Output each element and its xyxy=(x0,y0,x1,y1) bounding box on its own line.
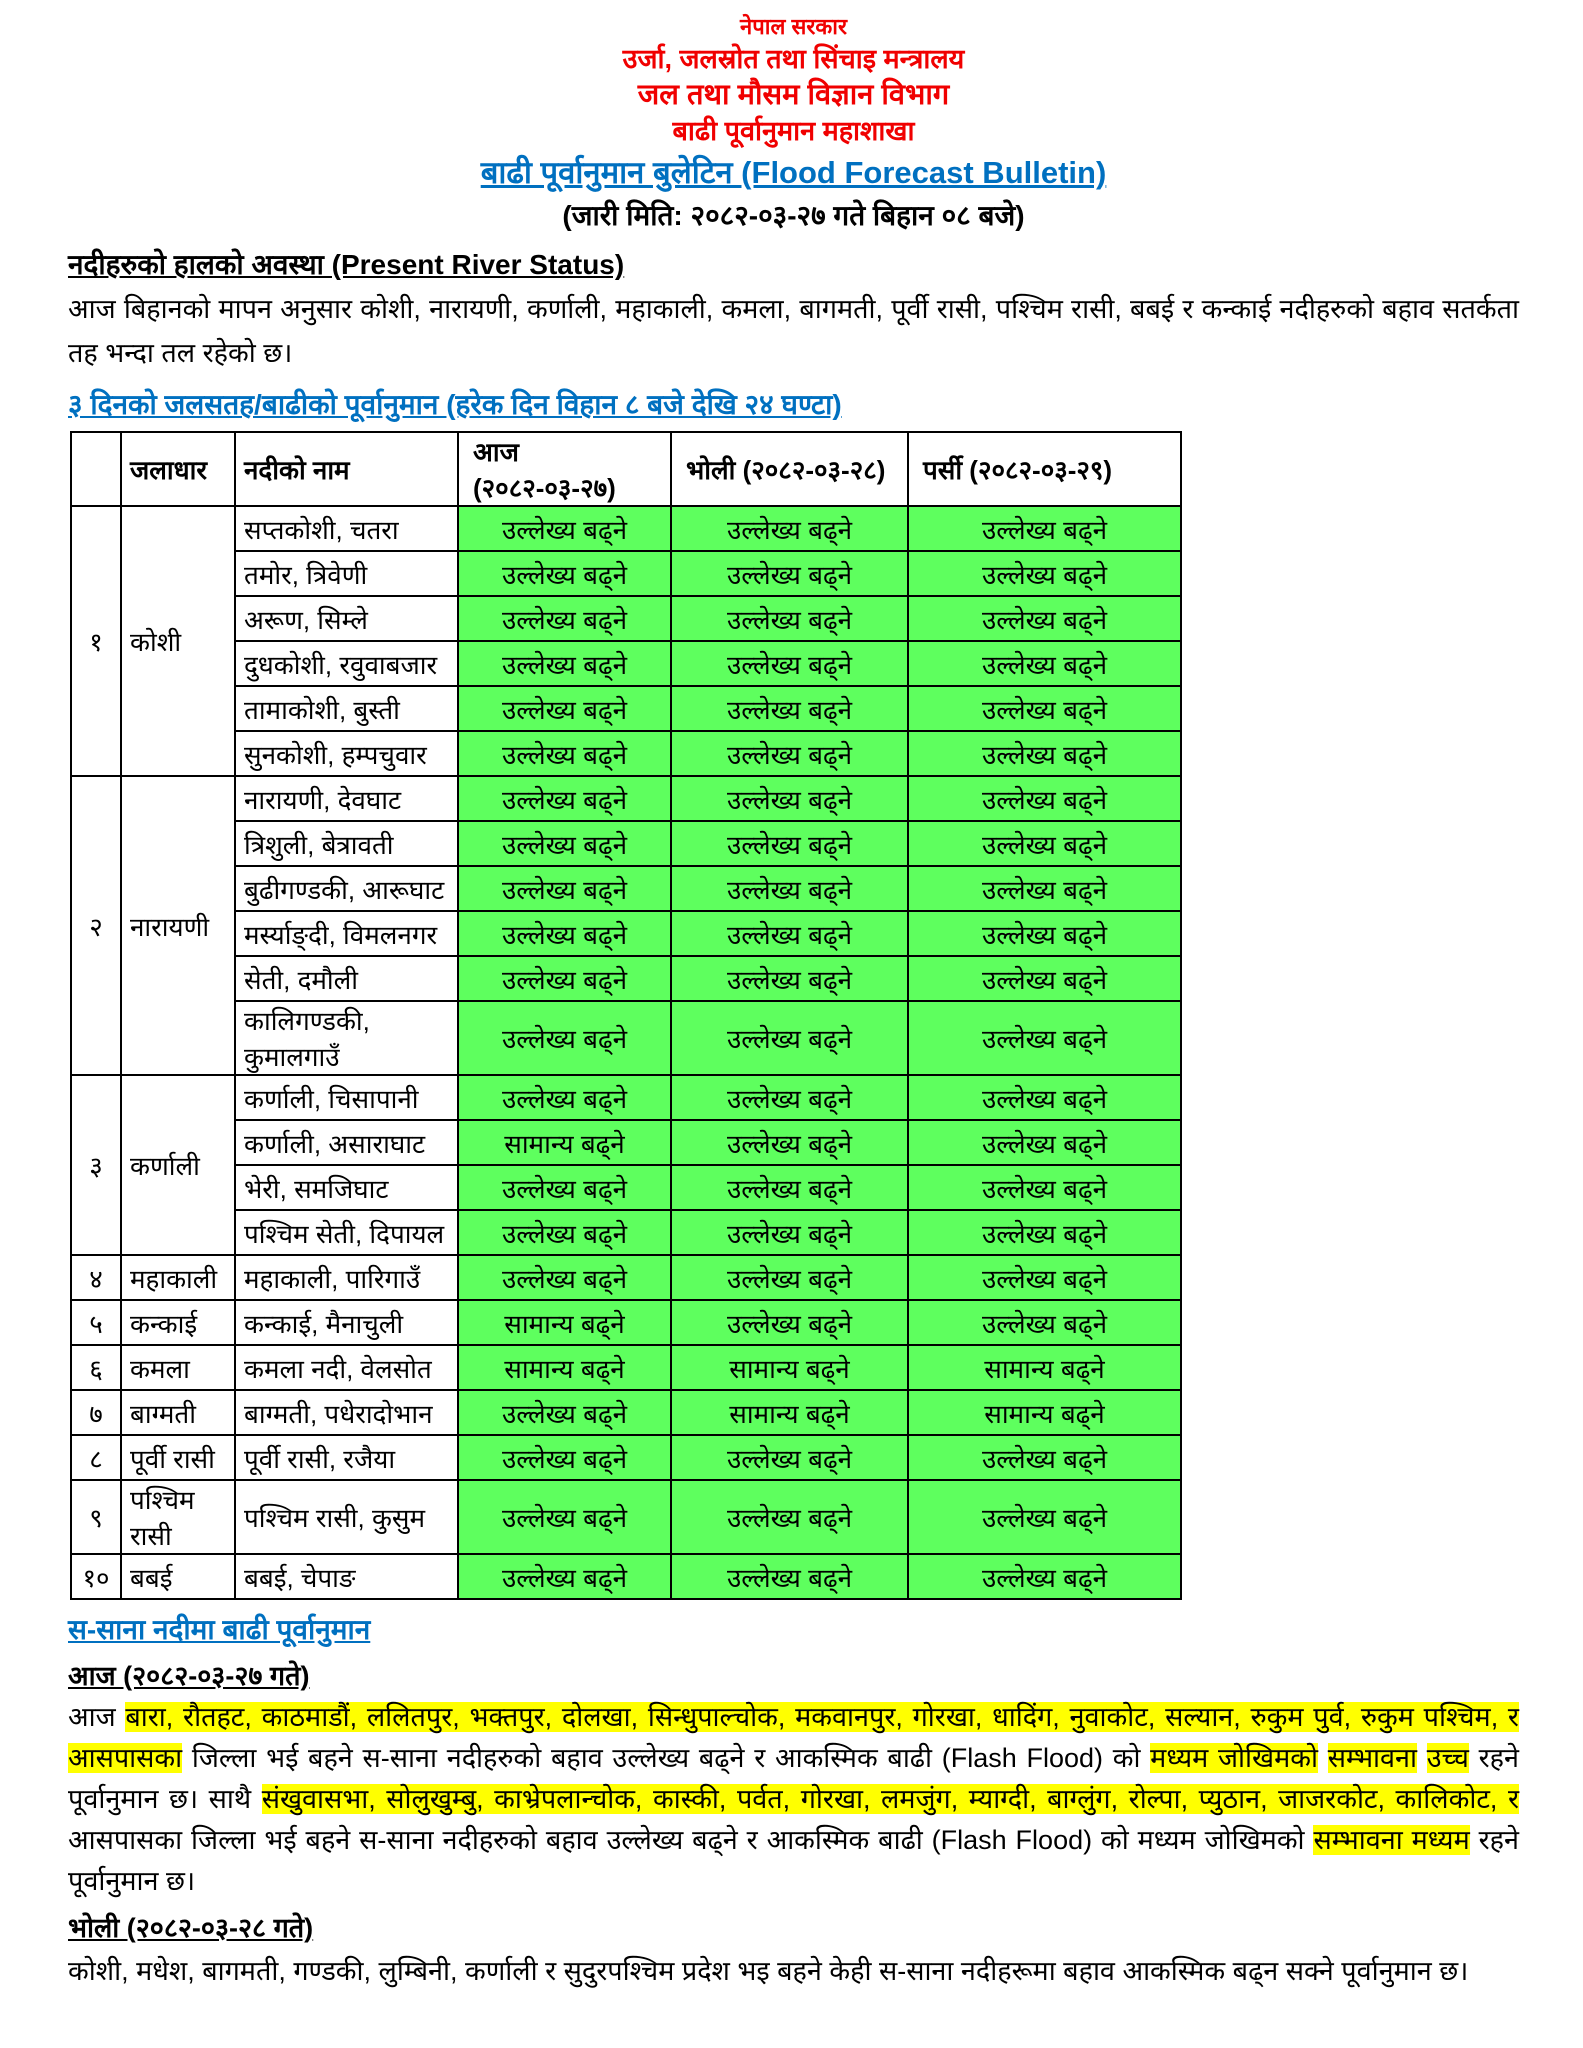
plain-text: आसपासका जिल्ला भई बहने स-साना नदीहरुको बहाव उल्लेख्य बढ्ने र आकस्मिक बाढी (Flash Flood) को मध्यम जोखिमको xyxy=(68,1825,1314,1855)
river-station-name: पश्चिम सेती, दिपायल xyxy=(235,1210,458,1255)
forecast-cell-tomorrow: उल्लेख्य बढ्ने xyxy=(671,821,908,866)
forecast-table-row xyxy=(71,1075,1181,1120)
gov-line-division: बाढी पूर्वानुमान महाशाखा xyxy=(672,116,915,146)
forecast-cell-tomorrow: उल्लेख्य बढ्ने xyxy=(671,1210,908,1255)
plain-text: रहने पूर्वानुमान छ। साथै xyxy=(68,1743,1519,1814)
forecast-cell-day_after: उल्लेख्य बढ्ने xyxy=(908,1435,1181,1480)
forecast-column-header: पर्सी (२०८२-०३-२९) xyxy=(908,432,1181,506)
forecast-table-row xyxy=(71,506,1181,551)
forecast-cell-tomorrow: उल्लेख्य बढ्ने xyxy=(671,1165,908,1210)
basin-name: महाकाली xyxy=(121,1255,235,1300)
forecast-cell-today: उल्लेख्य बढ्ने xyxy=(458,686,671,731)
basin-serial-number: ६ xyxy=(71,1345,121,1390)
forecast-cell-day_after: उल्लेख्य बढ्ने xyxy=(908,821,1181,866)
forecast-cell-today: उल्लेख्य बढ्ने xyxy=(458,1480,671,1554)
forecast-table-row xyxy=(71,1300,1181,1345)
basin-serial-number: १० xyxy=(71,1554,121,1599)
forecast-table-row xyxy=(71,1120,1181,1165)
forecast-cell-tomorrow: उल्लेख्य बढ्ने xyxy=(671,1554,908,1599)
plain-text: जिल्ला भई बहने स-साना नदीहरुको बहाव उल्लेख्य बढ्ने र आकस्मिक बाढी (Flash Flood) को xyxy=(182,1743,1151,1773)
forecast-table-row xyxy=(71,551,1181,596)
forecast-column-header: जलाधार xyxy=(121,432,235,506)
forecast-cell-tomorrow: उल्लेख्य बढ्ने xyxy=(671,731,908,776)
forecast-cell-today: उल्लेख्य बढ्ने xyxy=(458,1210,671,1255)
forecast-cell-day_after: उल्लेख्य बढ्ने xyxy=(908,1001,1181,1075)
gov-line-nepal-government: नेपाल सरकार xyxy=(740,14,847,39)
forecast-cell-tomorrow: उल्लेख्य बढ्ने xyxy=(671,956,908,1001)
forecast-table-row xyxy=(71,686,1181,731)
forecast-table-row xyxy=(71,911,1181,956)
river-station-name: पूर्वी रासी, रजैया xyxy=(235,1435,458,1480)
forecast-cell-today: उल्लेख्य बढ्ने xyxy=(458,1435,671,1480)
forecast-cell-tomorrow: उल्लेख्य बढ्ने xyxy=(671,596,908,641)
highlighted-text: मध्यम जोखिमको xyxy=(1150,1743,1318,1773)
government-header xyxy=(68,12,1519,237)
forecast-cell-day_after: उल्लेख्य बढ्ने xyxy=(908,506,1181,551)
river-station-name: महाकाली, पारिगाउँ xyxy=(235,1255,458,1300)
small-rivers-tomorrow-body: कोशी, मधेश, बागमती, गण्डकी, लुम्बिनी, कर्णाली र सुदुरपश्चिम प्रदेश भइ बहने केही स-साना नदीहरूमा बहाव आकस्मिक बढ्न सक्ने पूर्वानुमान छ। xyxy=(68,1956,1469,1986)
basin-serial-number: २ xyxy=(71,776,121,1075)
forecast-column-header: आज (२०८२-०३-२७) xyxy=(458,432,671,506)
river-station-name: मर्स्याङ्दी, विमलनगर xyxy=(235,911,458,956)
forecast-table-row xyxy=(71,596,1181,641)
forecast-cell-day_after: उल्लेख्य बढ्ने xyxy=(908,1480,1181,1554)
forecast-cell-day_after: उल्लेख्य बढ्ने xyxy=(908,1554,1181,1599)
river-station-name: अरूण, सिम्ले xyxy=(235,596,458,641)
forecast-table-heading: ३ दिनको जलसतह/बाढीको पूर्वानुमान (हरेक दिन विहान ८ बजे देखि २४ घण्टा) xyxy=(68,389,842,420)
page-title: बाढी पूर्वानुमान बुलेटिन (Flood Forecast Bulletin) xyxy=(480,155,1107,190)
basin-serial-number: ७ xyxy=(71,1390,121,1435)
river-station-name: पश्चिम रासी, कुसुम xyxy=(235,1480,458,1554)
river-station-name: त्रिशुली, बेत्रावती xyxy=(235,821,458,866)
forecast-cell-day_after: उल्लेख्य बढ्ने xyxy=(908,1120,1181,1165)
forecast-table-row xyxy=(71,1345,1181,1390)
basin-serial-number: ५ xyxy=(71,1300,121,1345)
forecast-table-header-row xyxy=(71,432,1181,506)
highlighted-text: सम्भावना xyxy=(1327,1743,1418,1773)
basin-name: कोशी xyxy=(121,506,235,776)
forecast-cell-tomorrow: उल्लेख्य बढ्ने xyxy=(671,776,908,821)
forecast-table-row xyxy=(71,1255,1181,1300)
forecast-cell-tomorrow: उल्लेख्य बढ्ने xyxy=(671,1300,908,1345)
forecast-cell-tomorrow: उल्लेख्य बढ्ने xyxy=(671,1255,908,1300)
forecast-table-row xyxy=(71,956,1181,1001)
forecast-cell-day_after: उल्लेख्य बढ्ने xyxy=(908,1300,1181,1345)
forecast-cell-day_after: उल्लेख्य बढ्ने xyxy=(908,776,1181,821)
forecast-cell-day_after: सामान्य बढ्ने xyxy=(908,1390,1181,1435)
highlighted-text: बारा, रौतहट, काठमाडौं, ललितपुर, भक्तपुर, दोलखा, सिन्धुपाल्चोक, मकवानपुर, गोरखा, धादिंग, नुवाकोट, सल्यान, रुकुम पुर्व, रुकुम पश्चिम, र आसपासका xyxy=(68,1702,1519,1773)
river-station-name: कमला नदी, वेलसोत xyxy=(235,1345,458,1390)
forecast-table-row xyxy=(71,1210,1181,1255)
river-station-name: तमोर, त्रिवेणी xyxy=(235,551,458,596)
forecast-column-header: भोली (२०८२-०३-२८) xyxy=(671,432,908,506)
forecast-cell-today: सामान्य बढ्ने xyxy=(458,1300,671,1345)
small-rivers-tomorrow-heading: भोली (२०८२-०३-२८ गते) xyxy=(68,1913,314,1943)
forecast-cell-tomorrow: उल्लेख्य बढ्ने xyxy=(671,641,908,686)
basin-serial-number: ९ xyxy=(71,1480,121,1554)
basin-name: पश्चिम रासी xyxy=(121,1480,235,1554)
forecast-cell-day_after: उल्लेख्य बढ्ने xyxy=(908,866,1181,911)
forecast-cell-day_after: उल्लेख्य बढ्ने xyxy=(908,1165,1181,1210)
forecast-cell-tomorrow: उल्लेख्य बढ्ने xyxy=(671,911,908,956)
forecast-cell-tomorrow: उल्लेख्य बढ्ने xyxy=(671,866,908,911)
basin-name: बबई xyxy=(121,1554,235,1599)
forecast-cell-day_after: सामान्य बढ्ने xyxy=(908,1345,1181,1390)
basin-serial-number: ८ xyxy=(71,1435,121,1480)
forecast-cell-day_after: उल्लेख्य बढ्ने xyxy=(908,641,1181,686)
forecast-cell-tomorrow: सामान्य बढ्ने xyxy=(671,1345,908,1390)
forecast-cell-day_after: उल्लेख्य बढ्ने xyxy=(908,911,1181,956)
forecast-cell-day_after: उल्लेख्य बढ्ने xyxy=(908,1255,1181,1300)
plain-text: आज xyxy=(68,1702,126,1732)
river-station-name: बबई, चेपाङ xyxy=(235,1554,458,1599)
forecast-cell-today: उल्लेख्य बढ्ने xyxy=(458,731,671,776)
forecast-cell-today: उल्लेख्य बढ्ने xyxy=(458,506,671,551)
river-station-name: बाग्मती, पधेरादोभान xyxy=(235,1390,458,1435)
forecast-cell-today: उल्लेख्य बढ्ने xyxy=(458,551,671,596)
forecast-cell-tomorrow: उल्लेख्य बढ्ने xyxy=(671,551,908,596)
river-station-name: दुधकोशी, रवुवाबजार xyxy=(235,641,458,686)
river-station-name: कर्णाली, चिसापानी xyxy=(235,1075,458,1120)
forecast-cell-today: उल्लेख्य बढ्ने xyxy=(458,1390,671,1435)
small-rivers-today-body xyxy=(68,1697,1519,1902)
river-station-name: सप्तकोशी, चतरा xyxy=(235,506,458,551)
forecast-cell-tomorrow: उल्लेख्य बढ्ने xyxy=(671,1480,908,1554)
basin-name: कन्काई xyxy=(121,1300,235,1345)
issue-date: (जारी मिति: २०८२-०३-२७ गते बिहान ०८ बजे) xyxy=(562,200,1025,231)
gov-line-ministry: उर्जा, जलस्रोत तथा सिंचाइ मन्त्रालय xyxy=(622,44,965,74)
forecast-cell-today: उल्लेख्य बढ्ने xyxy=(458,776,671,821)
forecast-cell-tomorrow: उल्लेख्य बढ्ने xyxy=(671,686,908,731)
forecast-cell-today: उल्लेख्य बढ्ने xyxy=(458,1165,671,1210)
forecast-cell-today: उल्लेख्य बढ्ने xyxy=(458,1255,671,1300)
forecast-table-row xyxy=(71,1001,1181,1075)
forecast-table-row xyxy=(71,1554,1181,1599)
basin-name: नारायणी xyxy=(121,776,235,1075)
plain-text: रहने पूर्वानुमान छ। xyxy=(68,1825,1519,1896)
forecast-cell-tomorrow: उल्लेख्य बढ्ने xyxy=(671,506,908,551)
river-station-name: बुढीगण्डकी, आरूघाट xyxy=(235,866,458,911)
forecast-column-header xyxy=(71,432,121,506)
forecast-cell-day_after: उल्लेख्य बढ्ने xyxy=(908,956,1181,1001)
river-station-name: कालिगण्डकी, कुमालगाउँ xyxy=(235,1001,458,1075)
forecast-cell-today: उल्लेख्य बढ्ने xyxy=(458,1554,671,1599)
forecast-cell-day_after: उल्लेख्य बढ्ने xyxy=(908,731,1181,776)
forecast-cell-today: सामान्य बढ्ने xyxy=(458,1345,671,1390)
forecast-cell-day_after: उल्लेख्य बढ्ने xyxy=(908,596,1181,641)
forecast-cell-today: उल्लेख्य बढ्ने xyxy=(458,641,671,686)
river-station-name: नारायणी, देवघाट xyxy=(235,776,458,821)
forecast-cell-tomorrow: उल्लेख्य बढ्ने xyxy=(671,1120,908,1165)
basin-name: पूर्वी रासी xyxy=(121,1435,235,1480)
river-station-name: कर्णाली, असाराघाट xyxy=(235,1120,458,1165)
basin-serial-number: ३ xyxy=(71,1075,121,1255)
plain-text xyxy=(1417,1743,1427,1773)
forecast-table-row xyxy=(71,1480,1181,1554)
forecast-table-row xyxy=(71,641,1181,686)
forecast-table-row xyxy=(71,1165,1181,1210)
forecast-table-row xyxy=(71,1435,1181,1480)
forecast-table-row xyxy=(71,776,1181,821)
basin-name: कमला xyxy=(121,1345,235,1390)
forecast-cell-day_after: उल्लेख्य बढ्ने xyxy=(908,1210,1181,1255)
small-rivers-heading: स-साना नदीमा बाढी पूर्वानुमान xyxy=(68,1614,371,1645)
basin-name: कर्णाली xyxy=(121,1075,235,1255)
forecast-column-header: नदीको नाम xyxy=(235,432,458,506)
forecast-cell-tomorrow: उल्लेख्य बढ्ने xyxy=(671,1075,908,1120)
forecast-cell-day_after: उल्लेख्य बढ्ने xyxy=(908,551,1181,596)
forecast-cell-tomorrow: उल्लेख्य बढ्ने xyxy=(671,1001,908,1075)
small-rivers-today-heading: आज (२०८२-०३-२७ गते) xyxy=(68,1661,310,1691)
river-station-name: सेती, दमौली xyxy=(235,956,458,1001)
river-station-name: तामाकोशी, बुस्ती xyxy=(235,686,458,731)
present-river-status-body: आज बिहानको मापन अनुसार कोशी, नारायणी, कर्णाली, महाकाली, कमला, बागमती, पूर्वी रासी, पश्चिम रासी, बबई र कन्काई नदीहरुको बहाव सतर्कता तह भन्दा तल रहेको छ। xyxy=(68,294,1519,368)
forecast-table-row xyxy=(71,866,1181,911)
river-station-name: भेरी, समजिघाट xyxy=(235,1165,458,1210)
forecast-table-row xyxy=(71,1390,1181,1435)
basin-serial-number: १ xyxy=(71,506,121,776)
forecast-cell-day_after: उल्लेख्य बढ्ने xyxy=(908,686,1181,731)
basin-serial-number: ४ xyxy=(71,1255,121,1300)
present-river-status-heading: नदीहरुको हालको अवस्था (Present River Status) xyxy=(68,249,625,280)
river-station-name: सुनकोशी, हम्पचुवार xyxy=(235,731,458,776)
river-station-name: कन्काई, मैनाचुली xyxy=(235,1300,458,1345)
basin-name: बाग्मती xyxy=(121,1390,235,1435)
forecast-cell-today: उल्लेख्य बढ्ने xyxy=(458,596,671,641)
forecast-cell-today: उल्लेख्य बढ्ने xyxy=(458,1075,671,1120)
forecast-cell-today: उल्लेख्य बढ्ने xyxy=(458,911,671,956)
forecast-table-row xyxy=(71,731,1181,776)
highlighted-text: उच्च xyxy=(1426,1743,1469,1773)
plain-text xyxy=(1318,1743,1328,1773)
highlighted-text: संखुवासभा, सोलुखुम्बु, काभ्रेपलान्चोक, कास्की, पर्वत, गोरखा, लमजुंग, म्याग्दी, बाग्लुंग, रोल्पा, प्युठान, जाजरकोट, कालिकोट, र xyxy=(261,1784,1519,1814)
forecast-cell-today: सामान्य बढ्ने xyxy=(458,1120,671,1165)
forecast-cell-today: उल्लेख्य बढ्ने xyxy=(458,956,671,1001)
gov-line-department: जल तथा मौसम विज्ञान विभाग xyxy=(637,79,950,111)
forecast-cell-today: उल्लेख्य बढ्ने xyxy=(458,821,671,866)
forecast-table-row xyxy=(71,821,1181,866)
forecast-cell-today: उल्लेख्य बढ्ने xyxy=(458,1001,671,1075)
forecast-table xyxy=(70,431,1182,1600)
forecast-cell-today: उल्लेख्य बढ्ने xyxy=(458,866,671,911)
forecast-cell-tomorrow: उल्लेख्य बढ्ने xyxy=(671,1435,908,1480)
highlighted-text: सम्भावना मध्यम xyxy=(1313,1825,1470,1855)
forecast-cell-day_after: उल्लेख्य बढ्ने xyxy=(908,1075,1181,1120)
forecast-cell-tomorrow: सामान्य बढ्ने xyxy=(671,1390,908,1435)
